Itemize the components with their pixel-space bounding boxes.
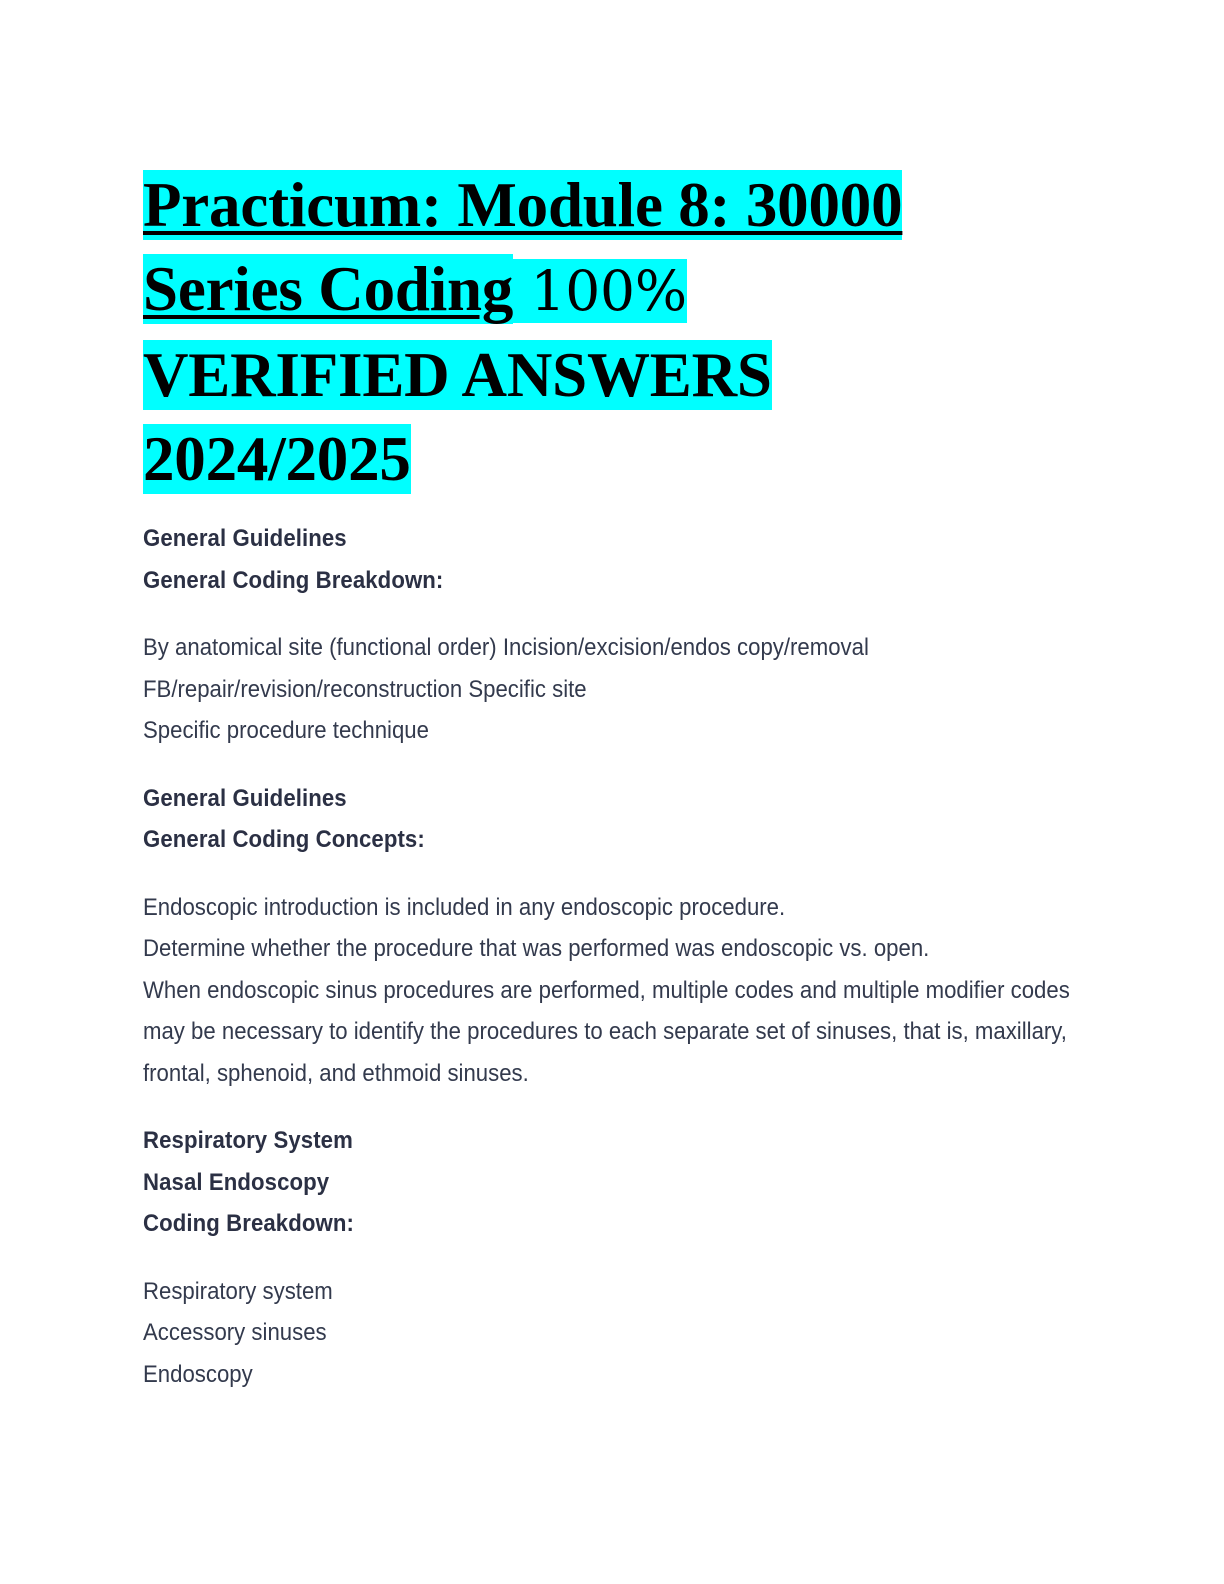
- text-line: Endoscopic introduction is included in any endoscopic procedure.: [143, 893, 786, 921]
- section-general-guidelines-breakdown-headings: [143, 518, 1078, 601]
- section-general-guidelines-concepts-headings: [143, 778, 1078, 861]
- section-general-guidelines-breakdown-lines: [143, 627, 1078, 752]
- section-respiratory-system-lines: [143, 1271, 1078, 1396]
- page-title-line-2-percent: 100%: [513, 259, 687, 323]
- heading-general-coding-concepts: General Coding Concepts:: [143, 826, 425, 853]
- text-line: Respiratory system: [143, 1277, 333, 1305]
- text-line: Endoscopy: [143, 1360, 253, 1388]
- heading-general-guidelines-1: General Guidelines: [143, 525, 347, 552]
- heading-coding-breakdown: Coding Breakdown:: [143, 1210, 354, 1237]
- text-line: By anatomical site (functional order) Incision/excision/endos copy/removal: [143, 634, 869, 661]
- text-line: Determine whether the procedure that was performed was endoscopic vs. open.: [143, 935, 930, 962]
- text-line: FB/repair/revision/reconstruction Specific site: [143, 675, 587, 703]
- document-body: [143, 518, 1078, 1395]
- text-line: Specific procedure technique: [143, 717, 429, 744]
- heading-general-coding-breakdown: General Coding Breakdown:: [143, 566, 444, 594]
- page-title-line-1: Practicum: Module 8: 30000: [143, 170, 903, 240]
- text-line: Accessory sinuses: [143, 1319, 327, 1346]
- section-respiratory-system-headings: [143, 1120, 1078, 1245]
- page-title-line-2-main: Series Coding: [143, 254, 514, 324]
- heading-nasal-endoscopy: Nasal Endoscopy: [143, 1168, 330, 1196]
- section-general-guidelines-concepts-lines: [143, 887, 1078, 1095]
- page-title: [143, 163, 1083, 501]
- page-title-line-3: VERIFIED ANSWERS: [143, 340, 772, 410]
- page-title-line-4: 2024/2025: [143, 424, 411, 494]
- paragraph-endoscopic-sinus-procedures: When endoscopic sinus procedures are performed, multiple codes and multiple modifier codes may be necessary to identify the procedures to each separate set of sinuses, that is, maxillary, frontal, sphenoid, and ethmoid sinuses.: [143, 976, 1070, 1087]
- heading-general-guidelines-2: General Guidelines: [143, 784, 347, 812]
- heading-respiratory-system: Respiratory System: [143, 1127, 353, 1154]
